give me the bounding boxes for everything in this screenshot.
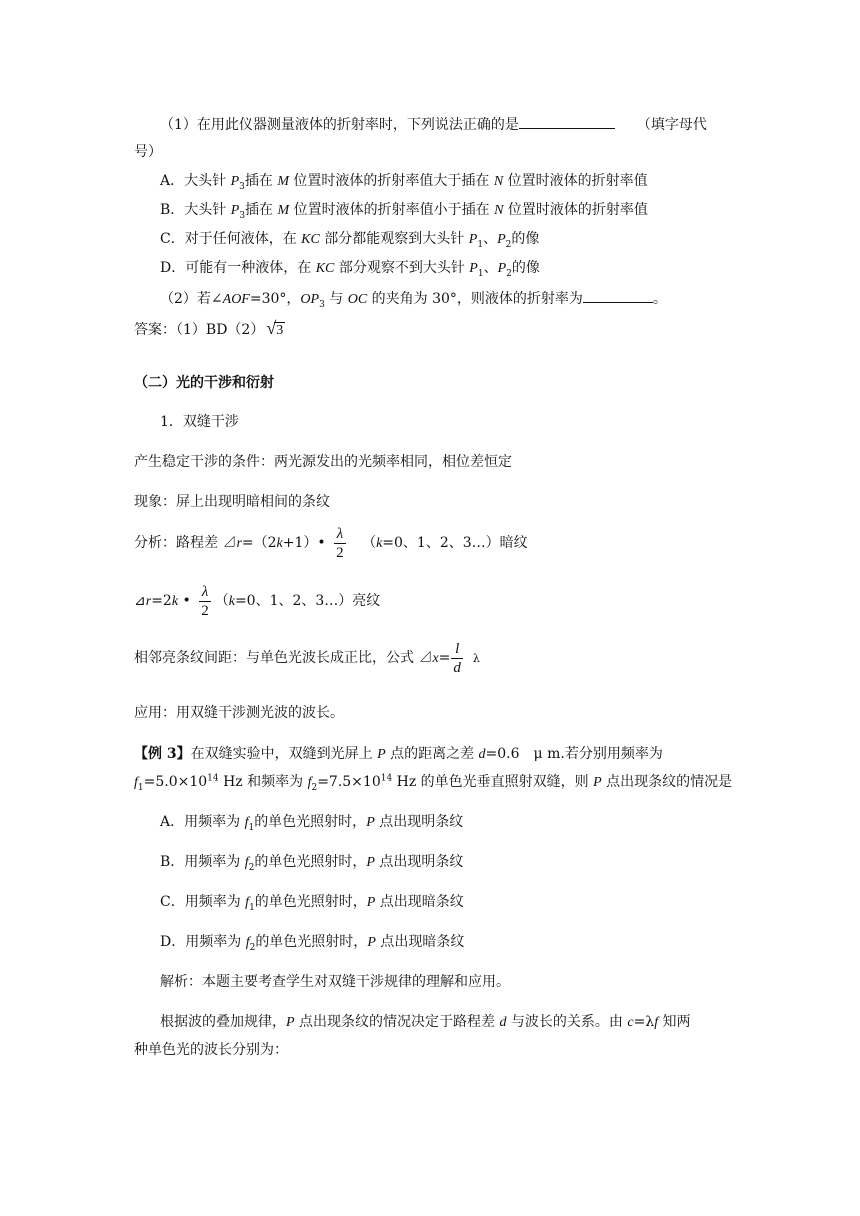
text: 相邻亮条纹间距：与单色光波长成正比，公式 ⊿ (134, 650, 433, 666)
var-m: M (277, 203, 290, 218)
answer-line (134, 318, 285, 341)
text: （ (362, 535, 377, 551)
option-d (160, 258, 540, 279)
var-x: x (432, 651, 439, 666)
var-p: P (593, 775, 602, 790)
example-option-c (160, 892, 464, 913)
numerator: λ (199, 583, 211, 602)
var-p: P (377, 747, 386, 762)
sep: 、 (483, 231, 498, 247)
answer-blank (519, 114, 615, 129)
sub: 1 (249, 902, 255, 913)
var-p: P (468, 232, 478, 247)
denominator: 2 (336, 544, 344, 561)
var-d: d (478, 747, 486, 762)
sep: 、 (483, 260, 498, 276)
text: （ (214, 593, 229, 609)
text: Hz 的单色光垂直照射双缝，则 (392, 774, 594, 790)
text: ⊿ (134, 593, 146, 609)
var-m: M (277, 174, 289, 189)
analysis-text: 解析：本题主要考查学生对双缝干涉规律的理解和应用。 (160, 974, 510, 990)
sub: 2 (311, 782, 318, 793)
fraction-l-over-d (451, 640, 463, 677)
text: 的像 (511, 231, 540, 247)
numerator: λ (334, 525, 346, 544)
example-3-line-2 (134, 772, 732, 793)
text: 部分都能观察到大头针 (319, 231, 469, 247)
var-p: P (366, 855, 375, 870)
text: 与 (324, 291, 348, 307)
text: =λ (633, 1014, 655, 1030)
text: 。 (652, 291, 667, 307)
var-f: f (134, 775, 138, 790)
text: 点出现明条纹 (374, 814, 464, 830)
sub: 3 (319, 299, 325, 310)
text: C．用频率为 (160, 894, 246, 910)
answer-blank (583, 288, 653, 303)
text: 位置时液体的折射率值 (503, 173, 648, 189)
option-b-label: B．大头针 (160, 202, 231, 218)
application-text: 应用：用双缝干涉测光波的波长。 (134, 705, 344, 721)
phenomenon-text: 现象：屏上出现明暗相间的条纹 (134, 494, 330, 510)
text: 点出现明条纹 (374, 854, 464, 870)
text: 与波长的关系。由 (506, 1014, 628, 1030)
var-p: P (366, 815, 375, 830)
var-f: f (244, 855, 249, 870)
text: 点出现暗条纹 (375, 894, 464, 910)
text: 根据波的叠加规律， (160, 1014, 286, 1030)
text: 分析：路程差 ⊿ (134, 535, 237, 551)
text: 点出现暗条纹 (375, 934, 465, 950)
var-kc: KC (301, 232, 320, 247)
var-kc: KC (315, 261, 335, 276)
sub: 1 (248, 822, 255, 833)
var-n: N (494, 203, 504, 218)
text: =5.0×10 (143, 774, 208, 790)
fraction-lambda-over-2 (334, 525, 346, 562)
numerator: l (451, 640, 463, 659)
bright-fringe-formula (134, 582, 380, 621)
sqrt-expression (266, 318, 285, 341)
text: +1）• (282, 535, 326, 551)
text: 点的距离之差 (385, 746, 479, 762)
question-1-text: （1）在用此仪器测量液体的折射率时，下列说法正确的是 (160, 117, 519, 133)
denominator: d (453, 659, 461, 676)
text: （2）若∠ (160, 291, 223, 307)
text: 的单色光照射时， (255, 934, 368, 950)
var-p: P (230, 203, 240, 218)
var-r: r (145, 594, 152, 609)
var-oc: OC (347, 292, 368, 307)
text: Hz 和频率为 (218, 774, 308, 790)
var-f: f (654, 1015, 659, 1030)
text: =0.6 μ m.若分别用频率为 (485, 746, 663, 762)
text: A．用频率为 (160, 814, 245, 830)
denominator: 2 (201, 602, 209, 619)
fraction-lambda-over-2 (199, 583, 211, 620)
var-k: k (228, 594, 235, 609)
option-a-label: A．大头针 (160, 173, 231, 189)
text: 插在 (244, 173, 278, 189)
var-c: c (627, 1015, 634, 1030)
var-op: OP (300, 292, 320, 307)
sub: 1 (477, 268, 484, 279)
text: =（2 (241, 535, 277, 551)
text: 的单色光照射时， (254, 814, 367, 830)
var-p: P (367, 935, 376, 950)
example-label: 【例 3】 (134, 746, 191, 762)
question-2 (160, 288, 667, 310)
var-f: f (244, 815, 249, 830)
option-b (160, 200, 648, 221)
text: =2 (151, 593, 172, 609)
sub: 1 (137, 782, 144, 793)
var-p: P (230, 174, 240, 189)
text: =0、1、2、3…）暗纹 (382, 535, 528, 551)
option-d-label: D．可能有一种液体，在 (160, 260, 316, 276)
var-aof: AOF (222, 292, 250, 307)
sub: 2 (506, 268, 512, 279)
sub: 2 (249, 942, 256, 953)
text: 的夹角为 30°，则液体的折射率为 (367, 291, 583, 307)
text: 点出现条纹的情况决定于路程差 (294, 1014, 500, 1030)
text: 的单色光照射时， (254, 894, 367, 910)
analysis-paragraph-line-2: 种单色光的波长分别为： (134, 1042, 288, 1058)
var-r: r (236, 536, 242, 551)
text: = (438, 650, 451, 666)
text: 的像 (511, 260, 540, 276)
example-3-line-1 (134, 744, 734, 765)
var-p: P (469, 261, 478, 276)
var-k: k (171, 594, 179, 609)
example-option-b (160, 852, 463, 873)
text: 位置时液体的折射率值大于插在 (288, 173, 494, 189)
text: =30°， (249, 291, 301, 307)
var-d: d (499, 1015, 507, 1030)
var-f: f (245, 895, 250, 910)
text: 位置时液体的折射率值小于插在 (289, 202, 495, 218)
option-c (160, 229, 539, 250)
text: 位置时液体的折射率值 (503, 202, 648, 218)
text: =7.5×10 (317, 774, 381, 790)
text: 知两 (658, 1014, 691, 1030)
text: D．用频率为 (160, 934, 246, 950)
dark-fringe-formula (134, 524, 528, 563)
fringe-spacing-formula (134, 638, 480, 679)
question-1-text-end: （填字母代 (636, 117, 707, 133)
text: B．用频率为 (160, 854, 245, 870)
var-n: N (493, 174, 504, 189)
var-f: f (245, 935, 250, 950)
text: 在双缝实验中，双缝到光屏上 (190, 746, 378, 762)
option-a (160, 171, 648, 192)
var-k: k (376, 536, 383, 551)
sub: 3 (239, 210, 246, 221)
condition-text: 产生稳定干涉的条件：两光源发出的光频率相同，相位差恒定 (134, 454, 512, 470)
analysis-paragraph-line-1 (160, 1012, 691, 1033)
example-option-a (160, 812, 463, 833)
radical-sign: √ (266, 318, 277, 338)
sub: 2 (505, 239, 512, 250)
option-c-label: C．对于任何液体，在 (160, 231, 302, 247)
var-p: P (366, 895, 376, 910)
section-heading: （二）光的干涉和衍射 (134, 375, 274, 391)
var-p: P (286, 1015, 295, 1030)
text: • (178, 593, 191, 609)
sub: 1 (477, 239, 484, 250)
subsection-title: 1．双缝干涉 (160, 414, 239, 430)
var-p: P (497, 232, 506, 247)
var-k: k (276, 536, 283, 551)
text: 部分观察不到大头针 (334, 260, 470, 276)
var-f: f (307, 775, 312, 790)
text: 点出现条纹的情况是 (601, 774, 733, 790)
text: =0、1、2、3…）亮纹 (234, 593, 381, 609)
text: 的单色光照射时， (254, 854, 367, 870)
sub: 2 (248, 862, 255, 873)
lambda-symbol: λ (472, 652, 480, 665)
radicand: 3 (276, 323, 284, 338)
question-1-stem-cont: 号） (134, 144, 162, 160)
exponent: 14 (380, 773, 393, 784)
answer-label: 答案：（1）BD（2） (134, 322, 265, 338)
question-1-stem (160, 114, 707, 135)
sub: 3 (239, 181, 245, 192)
example-option-d (160, 932, 464, 953)
exponent: 14 (207, 773, 219, 784)
var-p: P (497, 261, 507, 276)
text: 插在 (245, 202, 278, 218)
